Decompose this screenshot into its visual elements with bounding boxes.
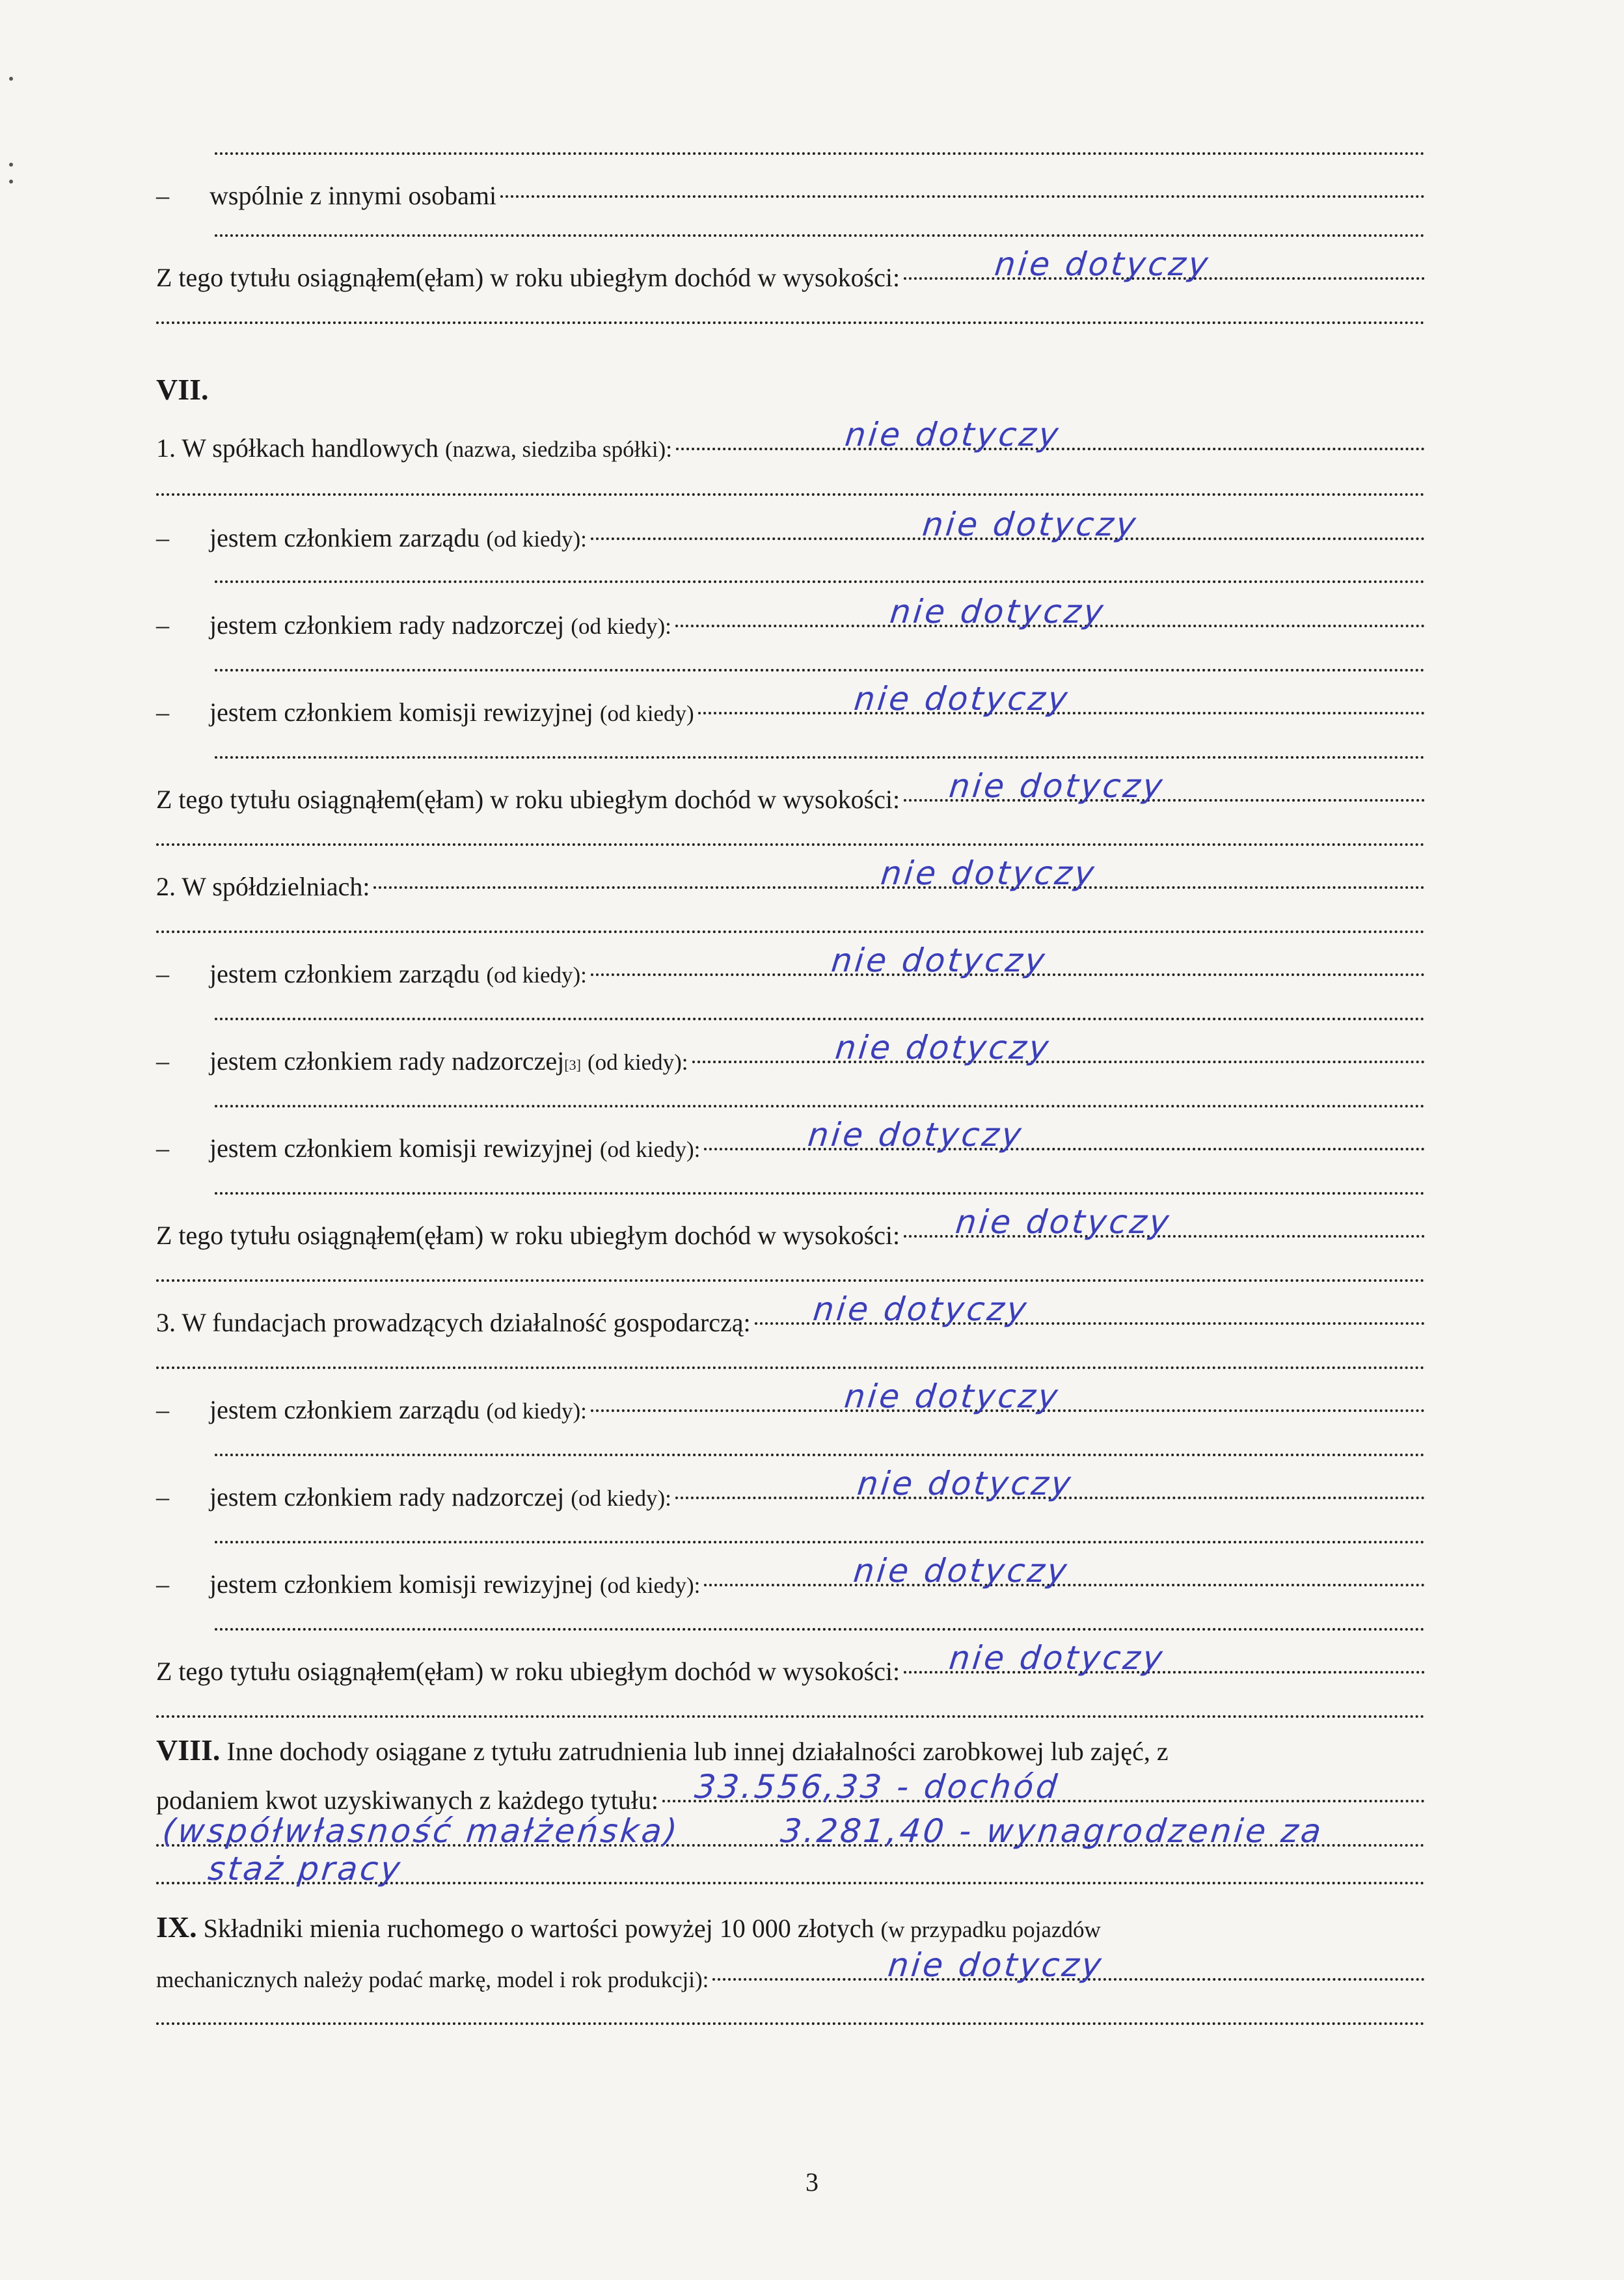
handwritten-answer: nie dotyczy xyxy=(879,854,1099,892)
dotted-line xyxy=(215,1015,1425,1020)
scan-speck xyxy=(9,163,13,167)
jointly-label: wspólnie z innymi osobami xyxy=(210,181,497,210)
dotted-line xyxy=(156,2020,1425,2025)
cooperatives-income-field[interactable] xyxy=(904,1203,1425,1244)
cooperatives-audit-row: – jestem członkiem komisji rewizyjnej (od kiedy): nie dotyczy xyxy=(156,1120,1425,1157)
handwritten-answer: nie dotyczy xyxy=(954,1203,1174,1241)
cooperatives-row: 2. W spółdzielniach: nie dotyczy xyxy=(156,859,1425,895)
foundations-supervisory-field[interactable] xyxy=(675,1465,1425,1506)
handwritten-answer: 33.556,33 - dochód xyxy=(692,1768,1062,1806)
companies-field[interactable] xyxy=(676,416,1425,457)
companies-board-row: – jestem członkiem zarządu (od kiedy): nie dotyczy xyxy=(156,510,1425,547)
handwritten-answer: nie dotyczy xyxy=(811,1290,1031,1328)
dotted-line xyxy=(156,1364,1425,1369)
companies-board-field[interactable] xyxy=(591,506,1425,547)
dotted-line xyxy=(215,578,1425,583)
handwritten-answer: nie dotyczy xyxy=(843,416,1063,454)
scan-speck xyxy=(9,77,13,81)
foundations-income-field[interactable] xyxy=(904,1639,1425,1680)
dotted-line xyxy=(215,232,1425,237)
companies-row: 1. W spółkach handlowych (nazwa, siedziba spółki): nie dotyczy xyxy=(156,420,1425,457)
foundations-row: 3. W fundacjach prowadzących działalność gospodarczą: nie dotyczy xyxy=(156,1295,1425,1331)
other-income-field-3[interactable] xyxy=(156,1850,1425,1891)
section-ix-title: IX. xyxy=(156,1910,197,1944)
handwritten-answer: nie dotyczy xyxy=(852,1552,1072,1590)
dotted-line xyxy=(156,928,1425,933)
cooperatives-audit-field[interactable] xyxy=(704,1116,1425,1157)
dotted-line xyxy=(215,1538,1425,1543)
handwritten-answer: 3.281,40 - wynagrodzenie za xyxy=(778,1812,1326,1850)
section-viii-row4 xyxy=(156,1850,1425,1891)
dotted-line xyxy=(156,1277,1425,1282)
handwritten-answer: (współwłasność małżeńska) xyxy=(160,1812,682,1850)
companies-label: 1. W spółkach handlowych xyxy=(156,433,439,463)
handwritten-answer: nie dotyczy xyxy=(887,593,1107,631)
companies-income-row: Z tego tytułu osiągnąłem(ęłam) w roku ubiegłym dochód w wysokości: nie dotyczy xyxy=(156,772,1425,808)
handwritten-answer: nie dotyczy xyxy=(947,1639,1167,1677)
dotted-line xyxy=(215,666,1425,672)
foundations-board-row: – jestem członkiem zarządu (od kiedy): nie dotyczy xyxy=(156,1382,1425,1418)
dotted-line xyxy=(215,1451,1425,1456)
cooperatives-board-row: – jestem członkiem zarządu (od kiedy): nie dotyczy xyxy=(156,946,1425,983)
other-income-field[interactable] xyxy=(662,1768,1425,1809)
other-income-field-2[interactable] xyxy=(156,1812,1425,1853)
dotted-line xyxy=(156,491,1425,496)
companies-income-field[interactable] xyxy=(904,767,1425,808)
section-viii-row3 xyxy=(156,1812,1425,1853)
handwritten-answer: nie dotyczy xyxy=(993,245,1213,283)
dotted-line xyxy=(215,1102,1425,1107)
cooperatives-supervisory-field[interactable] xyxy=(692,1029,1426,1070)
handwritten-answer: nie dotyczy xyxy=(947,767,1167,805)
dotted-line xyxy=(156,319,1425,324)
foundations-board-field[interactable] xyxy=(591,1378,1425,1418)
dotted-line xyxy=(215,753,1425,759)
dotted-line xyxy=(156,841,1425,846)
foundations-field[interactable] xyxy=(755,1290,1425,1331)
dotted-line xyxy=(156,1713,1425,1718)
companies-supervisory-field[interactable] xyxy=(675,593,1425,634)
companies-supervisory-row: – jestem członkiem rady nadzorczej (od kiedy): nie dotyczy xyxy=(156,597,1425,634)
dotted-line xyxy=(215,1189,1425,1195)
foundations-audit-field[interactable] xyxy=(704,1552,1425,1593)
handwritten-answer: nie dotyczy xyxy=(886,1946,1106,1984)
handwritten-answer: staż pracy xyxy=(206,1850,405,1888)
handwritten-answer: nie dotyczy xyxy=(920,506,1141,543)
handwritten-answer: nie dotyczy xyxy=(855,1465,1075,1502)
cooperatives-income-row: Z tego tytułu osiągnąłem(ęłam) w roku ubiegłym dochód w wysokości: nie dotyczy xyxy=(156,1208,1425,1244)
handwritten-answer: nie dotyczy xyxy=(842,1378,1062,1415)
handwritten-answer: nie dotyczy xyxy=(829,942,1049,979)
section-viii-title: VIII. xyxy=(156,1733,221,1767)
jointly-field[interactable] xyxy=(500,168,1425,204)
page-number: 3 xyxy=(805,2167,819,2197)
handwritten-answer: nie dotyczy xyxy=(806,1116,1026,1154)
foundations-audit-row: – jestem członkiem komisji rewizyjnej (od kiedy): nie dotyczy xyxy=(156,1556,1425,1593)
companies-audit-row: – jestem członkiem komisji rewizyjnej (od kiedy) nie dotyczy xyxy=(156,685,1425,721)
foundations-supervisory-row: – jestem członkiem rady nadzorczej (od kiedy): nie dotyczy xyxy=(156,1469,1425,1506)
jointly-row: – wspólnie z innymi osobami xyxy=(156,168,1425,204)
cooperatives-supervisory-row: – jestem członkiem rady nadzorczej [3] (od kiedy): nie dotyczy xyxy=(156,1033,1425,1070)
section-ix-row1: IX. Składniki mienia ruchomego o wartości powyżej 10 000 złotych (w przypadku pojazdów xyxy=(156,1909,1425,1946)
dotted-line xyxy=(215,150,1425,155)
cooperatives-field[interactable] xyxy=(373,854,1425,895)
movable-assets-field[interactable] xyxy=(712,1946,1425,1987)
handwritten-answer: nie dotyczy xyxy=(852,680,1072,718)
income-field[interactable] xyxy=(904,245,1425,286)
income-row-top xyxy=(156,245,1425,292)
section-viii-row2: podaniem kwot uzyskiwanych z każdego tytułu: 33.556,33 - dochód xyxy=(156,1772,1425,1809)
section-vii-title: VII. xyxy=(156,373,209,406)
section-viii-row1: VIII. Inne dochody osiągane z tytułu zatrudnienia lub innej działalności zarobkowej lub zajęć, z xyxy=(156,1732,1425,1769)
cooperatives-board-field[interactable] xyxy=(591,942,1425,983)
income-label: Z tego tytułu osiągnąłem(ęłam) w roku ubiegłym dochód w wysokości: xyxy=(156,263,900,292)
scan-speck xyxy=(9,180,13,183)
dotted-line xyxy=(215,1625,1425,1631)
section-ix-row2: mechanicznych należy podać markę, model i rok produkcji): nie dotyczy xyxy=(156,1951,1425,1987)
companies-audit-field[interactable] xyxy=(698,680,1425,721)
foundations-income-row: Z tego tytułu osiągnąłem(ęłam) w roku ubiegłym dochód w wysokości: nie dotyczy xyxy=(156,1644,1425,1680)
handwritten-answer: nie dotyczy xyxy=(833,1029,1053,1066)
